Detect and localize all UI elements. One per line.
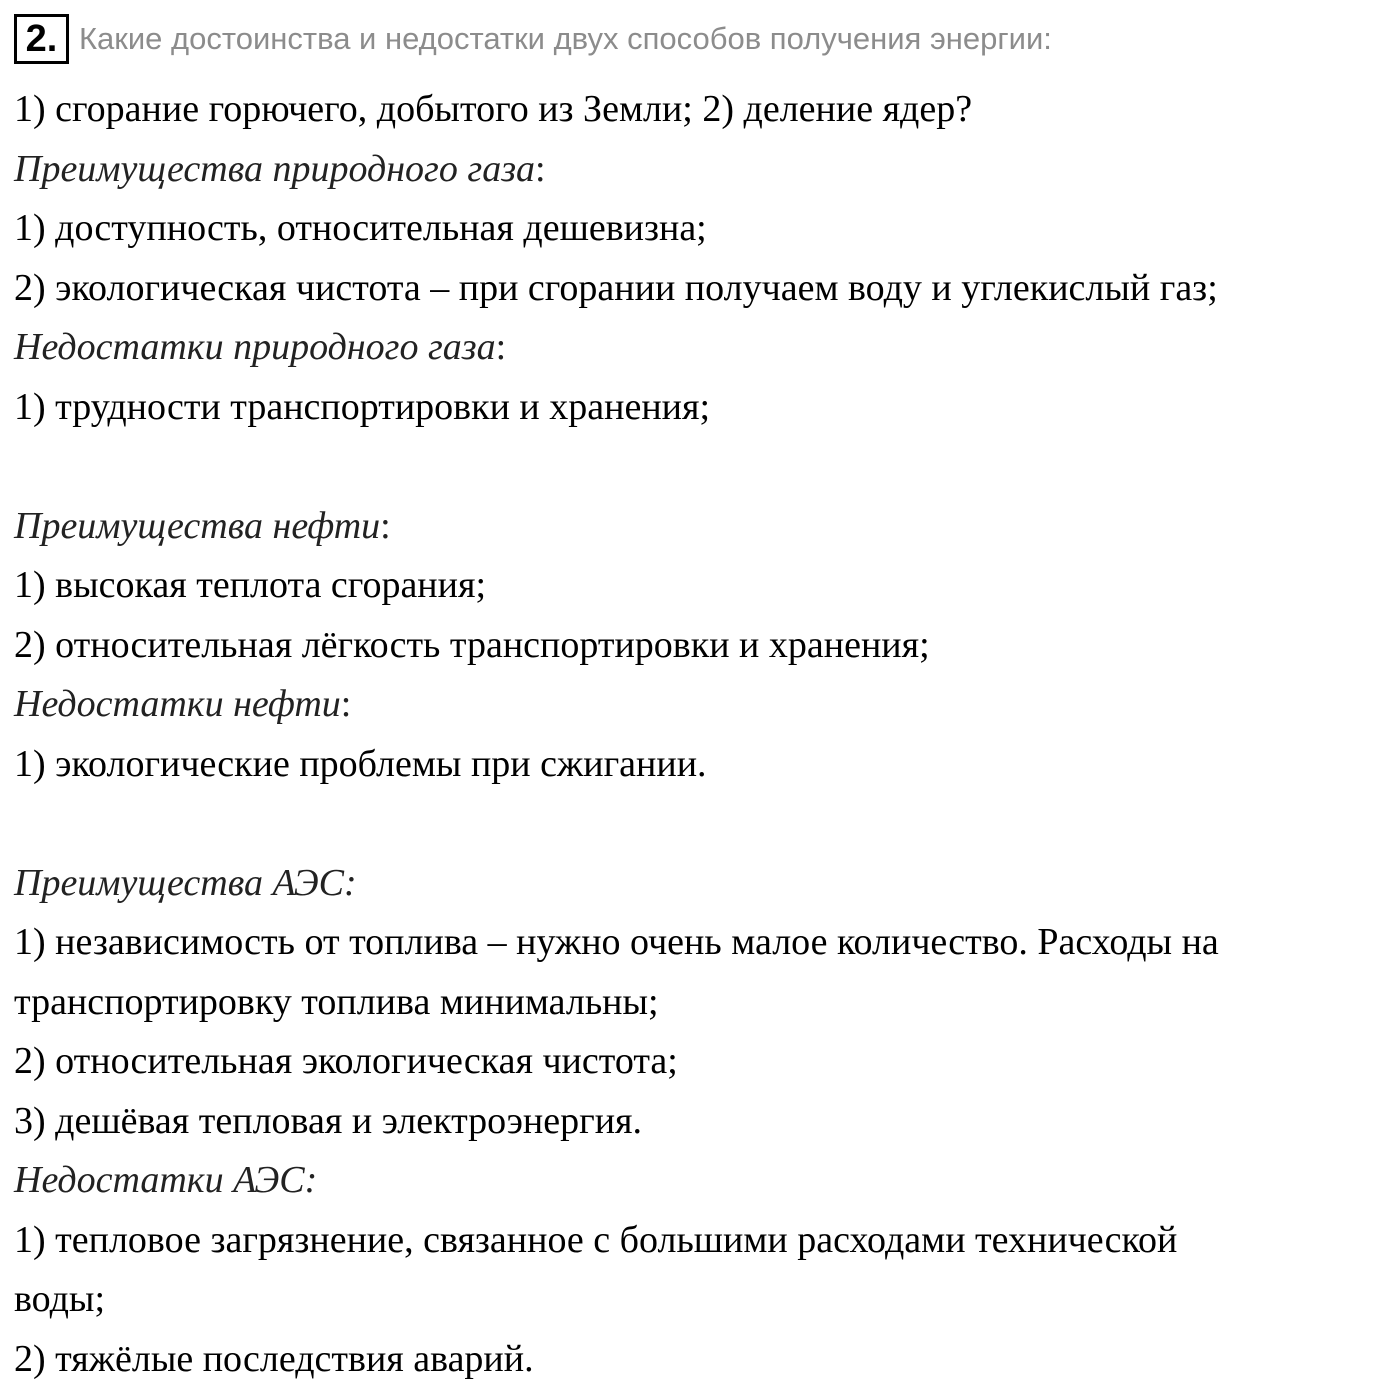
- document-page: [14, 14, 1394, 1389]
- npp-disadvantage-item: 1) тепловое загрязнение, связанное с большими расходами технической: [14, 1211, 1394, 1271]
- npp-advantage-item: транспортировку топлива минимальны;: [14, 973, 1394, 1033]
- gas-disadvantages-heading: Недостатки природного газа:: [14, 318, 1394, 378]
- question-header: [14, 14, 1394, 80]
- npp-advantage-item: 1) независимость от топлива – нужно очень малое количество. Расходы на: [14, 913, 1394, 973]
- oil-disadvantages-heading: Недостатки нефти:: [14, 675, 1394, 735]
- oil-advantages-heading: Преимущества нефти:: [14, 497, 1394, 557]
- npp-disadvantage-item: воды;: [14, 1270, 1394, 1330]
- gas-advantages-heading: Преимущества природного газа:: [14, 140, 1394, 200]
- gas-disadvantage-item: 1) трудности транспортировки и хранения;: [14, 378, 1394, 438]
- gas-advantage-item: 2) экологическая чистота – при сгорании получаем воду и углекислый газ;: [14, 259, 1394, 319]
- section-spacer: [14, 437, 1394, 497]
- npp-advantage-item: 2) относительная экологическая чистота;: [14, 1032, 1394, 1092]
- npp-advantages-heading: Преимущества АЭС:: [14, 854, 1394, 914]
- oil-advantage-item: 2) относительная лёгкость транспортировки и хранения;: [14, 616, 1394, 676]
- question-text: Какие достоинства и недостатки двух способов получения энергии:: [79, 14, 1052, 64]
- oil-advantage-item: 1) высокая теплота сгорания;: [14, 556, 1394, 616]
- section-spacer: [14, 794, 1394, 854]
- task-number-badge: 2.: [14, 14, 69, 64]
- npp-advantage-item: 3) дешёвая тепловая и электроэнергия.: [14, 1092, 1394, 1152]
- gas-advantage-item: 1) доступность, относительная дешевизна;: [14, 199, 1394, 259]
- oil-disadvantage-item: 1) экологические проблемы при сжигании.: [14, 735, 1394, 795]
- question-continuation: 1) сгорание горючего, добытого из Земли; 2) деление ядер?: [14, 80, 1394, 140]
- npp-disadvantages-heading: Недостатки АЭС:: [14, 1151, 1394, 1211]
- npp-disadvantage-item: 2) тяжёлые последствия аварий.: [14, 1330, 1394, 1389]
